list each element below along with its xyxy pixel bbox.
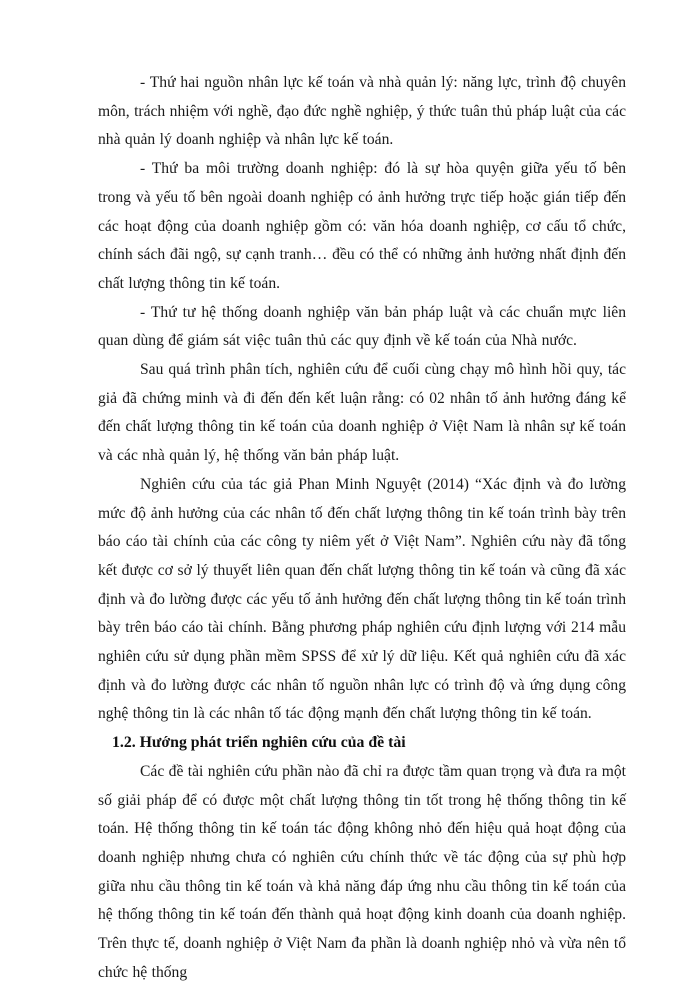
- paragraph-factor-four: - Thứ tư hệ thống doanh nghiệp văn bản pháp luật và các chuẩn mực liên quan dùng để giám sát việc tuân thủ các quy định về kế toán của Nhà nước.: [98, 303, 626, 350]
- section-heading: 1.2. Hướng phát triển nghiên cứu của đề tài: [112, 734, 406, 752]
- paragraph-factor-three: - Thứ ba môi trường doanh nghiệp: đó là sự hòa quyện giữa yếu tố bên trong và yếu tố bên ngoài doanh nghiệp có ảnh hưởng trực tiếp hoặc gián tiếp đến các hoạt động của doanh nghiệp gồm có: văn hóa doanh nghiệp, cơ cấu tổ chức, chính sách đãi ngộ, sự cạnh tranh… đều có thể có những ảnh hưởng nhất định đến chất lượng thông tin kế toán.: [98, 160, 626, 292]
- paragraph-regression-conclusion: Sau quá trình phân tích, nghiên cứu để cuối cùng chạy mô hình hồi quy, tác giả đã chứng minh và đi đến đến kết luận rằng: có 02 nhân tố ảnh hưởng đáng kể đến chất lượng thông tin kế toán của doanh nghiệp ở Việt Nam là nhân sự kế toán và các nhà quản lý, hệ thống văn bản pháp luật.: [98, 361, 626, 465]
- paragraph-research-direction: Các đề tài nghiên cứu phần nào đã chỉ ra được tầm quan trọng và đưa ra một số giải pháp để có được một chất lượng thông tin tốt trong hệ thống thông tin kế toán. Hệ thống thông tin kế toán tác động không nhỏ đến hiệu quả hoạt động của doanh nghiệp nhưng chưa có nghiên cứu chính thức về tác động của sự phù hợp giữa nhu cầu thông tin kế toán và khả năng đáp ứng nhu cầu thông tin kế toán của hệ thống thông tin kế toán đến thành quả hoạt động kinh doanh của doanh nghiệp. Trên thực tế, doanh nghiệp ở Việt Nam đa phần là doanh nghiệp nhỏ và vừa nên tổ chức hệ thống: [98, 762, 626, 981]
- paragraph-phan-minh-nguyet-study: Nghiên cứu của tác giả Phan Minh Nguyệt (2014) “Xác định và đo lường mức độ ảnh hưởng của các nhân tố đến chất lượng thông tin kế toán trình bày trên báo cáo tài chính của các công ty niêm yết ở Việt Nam”. Nghiên cứu này đã tổng kết được cơ sở lý thuyết liên quan đến chất lượng thông tin kế toán và cũng đã xác định và đo lường được các yếu tố ảnh hưởng đến chất lượng thông tin kế toán trình bày trên báo cáo tài chính. Bằng phương pháp nghiên cứu định lượng với 214 mẫu nghiên cứu sử dụng phần mềm SPSS để xử lý dữ liệu. Kết quả nghiên cứu đã xác định và đo lường được các nhân tố nguồn nhân lực có trình độ và ứng dụng công nghệ thông tin là các nhân tố tác động mạnh đến chất lượng thông tin kế toán.: [98, 475, 626, 723]
- paragraph-factor-two: - Thứ hai nguồn nhân lực kế toán và nhà quản lý: năng lực, trình độ chuyên môn, trách nhiệm với nghề, đạo đức nghề nghiệp, ý thức tuân thủ pháp luật của các nhà quản lý doanh nghiệp và nhân lực kế toán.: [98, 74, 626, 149]
- document-page: [98, 69, 626, 988]
